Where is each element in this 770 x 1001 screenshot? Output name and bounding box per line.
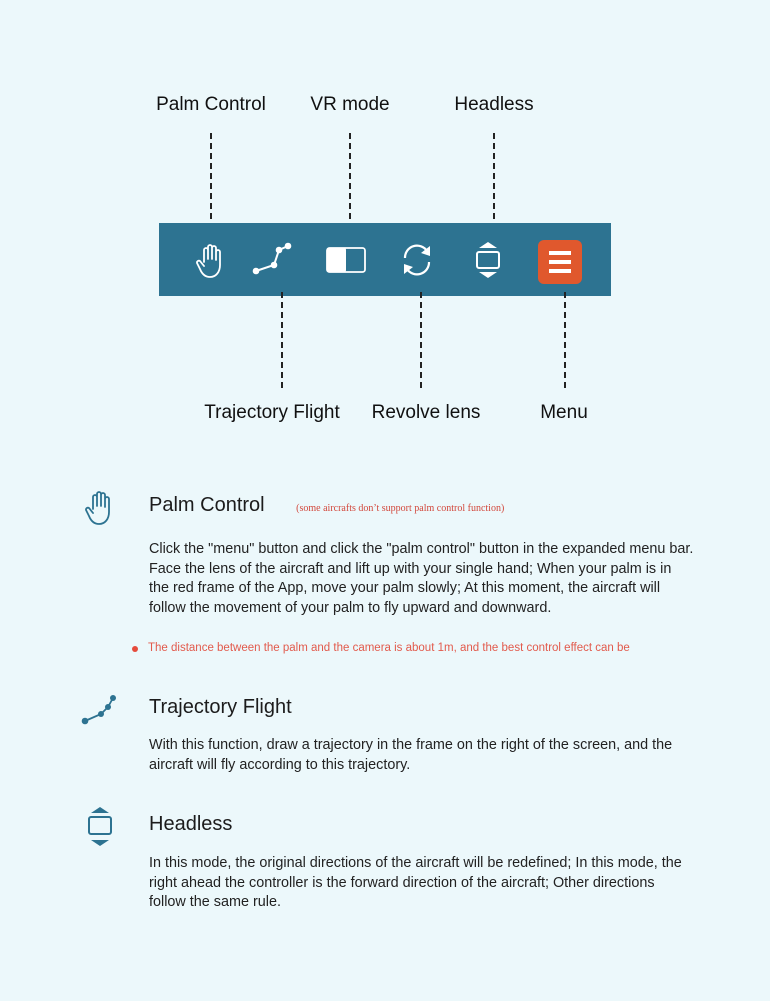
headless-icon[interactable] bbox=[468, 240, 508, 280]
headless-description: In this mode, the original directions of the aircraft will be redefined; In this mode, the right ahead the controller is the forward direction of the aircraft; Other directions follow the same rule. bbox=[149, 855, 682, 910]
connector-line bbox=[420, 292, 422, 388]
vr-mode-icon[interactable] bbox=[326, 240, 366, 280]
warning-bullet bbox=[132, 646, 138, 652]
label-palm-control: Palm Control bbox=[156, 94, 266, 115]
label-menu: Menu bbox=[540, 402, 588, 423]
section-title-palm-control bbox=[149, 494, 504, 517]
connector-line bbox=[493, 133, 495, 229]
headless-title: Headless bbox=[149, 813, 233, 835]
connector-line bbox=[349, 133, 351, 229]
connector-line bbox=[281, 292, 283, 388]
connector-line bbox=[564, 292, 566, 388]
trajectory-flight-title: Trajectory Flight bbox=[149, 696, 292, 718]
label-headless: Headless bbox=[454, 94, 534, 115]
palm-control-note: (some aircrafts don’t support palm control function) bbox=[296, 503, 505, 514]
trajectory-flight-description: With this function, draw a trajectory in the frame on the right of the screen, and the aircraft will fly according to this trajectory. bbox=[149, 737, 673, 773]
palm-control-warning: The distance between the palm and the camera is about 1m, and the best control effect can be bbox=[148, 642, 630, 654]
label-trajectory-flight: Trajectory Flight bbox=[204, 402, 340, 423]
menu-icon[interactable] bbox=[538, 240, 582, 284]
palm-control-description: Click the "menu" button and click the "palm control" button in the expanded menu bar. Face the lens of the aircraft and lift up with your single hand; When your palm is in the red frame of the App, move your palm slowly; At this moment, the aircraft will follow the movement of your palm to fly upward and downward. bbox=[149, 541, 694, 616]
revolve-icon[interactable] bbox=[397, 240, 437, 280]
label-revolve-lens: Revolve lens bbox=[371, 402, 481, 423]
headless-icon bbox=[80, 806, 120, 846]
trajectory-icon bbox=[80, 690, 120, 730]
palm-control-title: Palm Control bbox=[149, 494, 265, 516]
connector-line bbox=[210, 133, 212, 229]
hand-icon bbox=[80, 487, 120, 527]
hand-icon[interactable] bbox=[191, 240, 231, 280]
label-vr-mode: VR mode bbox=[310, 94, 390, 115]
trajectory-icon[interactable] bbox=[252, 240, 292, 280]
